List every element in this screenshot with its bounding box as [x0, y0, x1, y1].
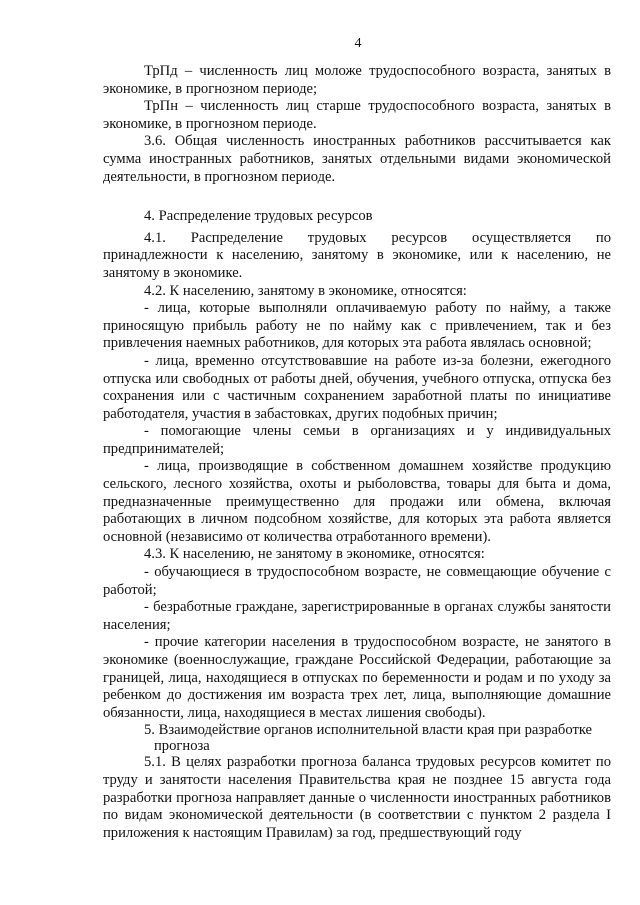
- page-number: 4: [354, 36, 362, 51]
- paragraph-3-6: 3.6. Общая численность иностранных работников рассчитывается как сумма иностранных работников, занятых отдельными видами экономической деятельности, в прогнозном периоде.: [103, 133, 611, 185]
- paragraph-trpn: ТрПн – численность лиц старше трудоспособного возраста, занятых в экономике, в прогнозном периоде.: [103, 98, 611, 132]
- paragraph-4-1: 4.1. Распределение трудовых ресурсов осуществляется по принадлежности к населению, занятому в экономике, или к населению, не занятому в экономике.: [103, 229, 611, 281]
- list-item-4-2-a: - лица, которые выполняли оплачиваемую работу по найму, а также приносящую прибыль работу не по найму как с привлечением, так и без привлечения наемных работников, для которых эта работа являлась основной;: [103, 300, 611, 352]
- document-body: [103, 63, 611, 842]
- list-item-4-3-b: - безработные граждане, зарегистрированные в органах службы занятости населения;: [103, 599, 611, 633]
- section-5-heading-line2: прогноза: [154, 738, 210, 755]
- section-5-heading: [103, 722, 611, 754]
- list-item-4-2-b: - лица, временно отсутствовавшие на работе из-за болезни, ежегодного отпуска или свободных от работы дней, обучения, учебного отпуска, отпуска без сохранения или с частичным сохранением заработной платы по инициативе работодателя, участия в забастовках, других подобных причин;: [103, 352, 611, 422]
- paragraph-4-2: 4.2. К населению, занятому в экономике, относятся:: [144, 282, 467, 299]
- section-4-heading: 4. Распределение трудовых ресурсов: [144, 208, 373, 225]
- paragraph-5-1: 5.1. В целях разработки прогноза баланса трудовых ресурсов комитет по труду и занятости населения Правительства края не позднее 15 августа года разработки прогноза направляет данные о численности иностранных работников по видам экономической деятельности (в соответствии с пунктом 2 раздела I приложения к настоящим Правилам) за год, предшествующий году: [103, 754, 611, 841]
- paragraph-4-3: 4.3. К населению, не занятому в экономике, относятся:: [144, 546, 485, 563]
- list-item-4-3-c: - прочие категории населения в трудоспособном возрасте, не занятого в экономике (военнослужащие, граждане Российской Федерации, работающие за границей, лица, находящиеся в отпусках по беременности и родам и по уходу за ребенком до достижения им возраста трех лет, лица, выполняющие домашние обязанности, лица, находящиеся в местах лишения свободы).: [103, 634, 611, 721]
- list-item-4-2-c: - помогающие члены семьи в организациях и у индивидуальных предпринимателей;: [103, 423, 611, 457]
- paragraph-trpd: ТрПд – численность лиц моложе трудоспособного возраста, занятых в экономике, в прогнозном периоде;: [103, 63, 611, 97]
- list-item-4-2-d: - лица, производящие в собственном домашнем хозяйстве продукцию сельского, лесного хозяйства, охоты и рыболовства, товары для быта и дома, предназначенные преимущественно для продажи или обмена, включая работающих в личном подсобном хозяйстве, для которых эта работа является основной (независимо от количества отработанного времени).: [103, 458, 611, 545]
- list-item-4-3-a: - обучающиеся в трудоспособном возрасте, не совмещающие обучение с работой;: [103, 564, 611, 598]
- section-5-heading-line1: 5. Взаимодействие органов исполнительной власти края при разработке: [144, 722, 593, 739]
